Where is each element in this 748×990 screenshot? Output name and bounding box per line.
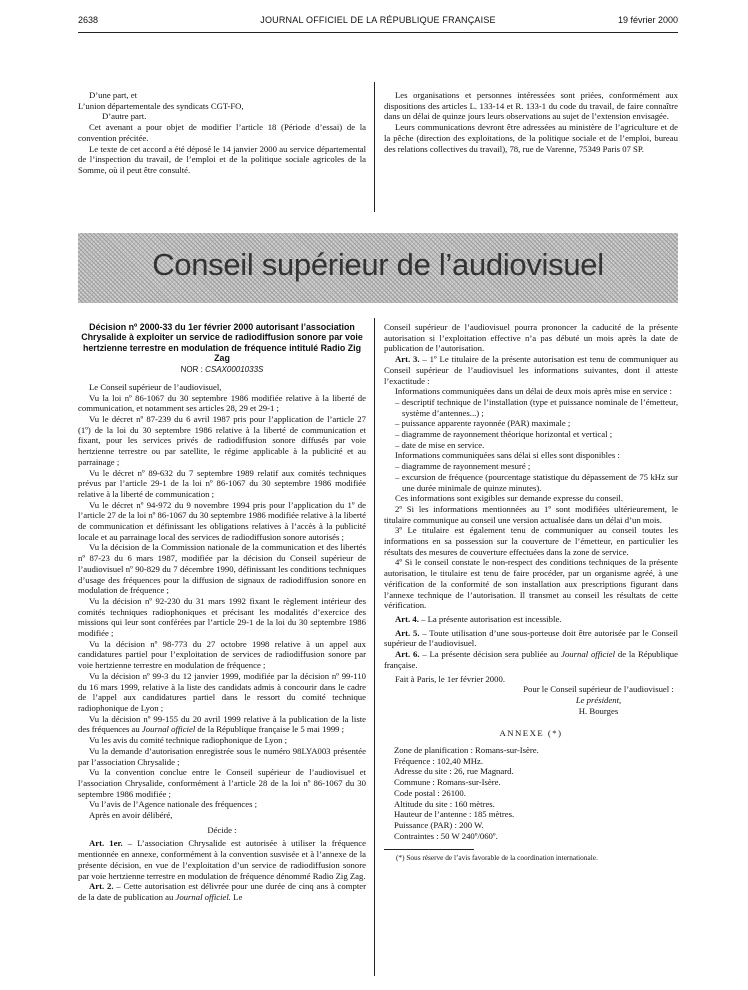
article-6 <box>384 649 678 670</box>
paragraph: Après en avoir délibéré, <box>89 810 173 821</box>
signature-role <box>384 695 678 706</box>
article-3 <box>384 354 678 386</box>
article-1 <box>78 838 366 881</box>
text: de la République française. <box>384 649 678 670</box>
paragraph: 4º Si le conseil constate le non-respect des conditions techniques de la présente autorisation, le titulaire est tenu de faire procéder, par un organisme agréé, à une vérification de la conformité de son installation aux prescriptions figurant dans l’annexe technique de l’autorisation. Il transmet au conseil les résultats de cette vérification. <box>384 557 678 611</box>
decision-title: Décision nº 2000-33 du 1er février 2000 autorisant l’association Chrysalide à exploiter un service de radiodiffusion sonore par voie hertzienne terrestre en modulation de fréquence intitulé Radio Zig Zag <box>81 322 363 363</box>
paragraph: 2º Si les informations mentionnées au 1º sont modifiées ultérieurement, le titulaire communique au conseil une version actualisée dans un délai d’un mois. <box>384 503 678 525</box>
right-main-column <box>384 322 678 864</box>
paragraph: Vu le décret nº 89-632 du 7 septembre 1989 relatif aux comités techniques prévus par l’article 29-1 de la loi nº 86-1067 du 30 septembre 1986 modifiée relative à la liberté de communication ; <box>78 467 366 499</box>
paragraph: Conseil supérieur de l’audiovisuel pourra prononcer la caducité de la présente autorisation si l’exploitation effective n’a pas débuté un mois après la date de publication de l’autorisation. <box>384 322 678 354</box>
list-item: – puissance apparente rayonnée (PAR) maximale ; <box>395 418 571 429</box>
paragraph: Vu la convention conclue entre le Conseil supérieur de l’audiovisuel et l’association Chrysalide, conformément à l’article 28 de la loi nº 86-1067 du 30 septembre 1986 modifiée ; <box>78 767 366 799</box>
footnote-rule <box>384 849 474 850</box>
list-item: – diagramme de rayonnement théorique horizontal et vertical ; <box>395 429 613 440</box>
nor-label: NOR : <box>180 365 203 375</box>
paragraph: 3º Le titulaire est également tenu de communiquer au conseil toutes les informations en sa possession sur la couverture de l’émetteur, en particulier les résultats des mesures de couverture effectuées dans la zone de service. <box>384 525 678 557</box>
article-4 <box>384 614 678 625</box>
header-rule <box>78 32 678 33</box>
text: – La présente autorisation est incessible. <box>418 613 562 624</box>
paragraph: D’autre part. <box>102 111 147 122</box>
journal-name: Journal officiel <box>141 724 196 735</box>
article-label: Art. 4. <box>395 613 419 624</box>
paragraph: L’union départementale des syndicats CGT-FO, <box>78 100 244 111</box>
paragraph: Informations communiquées sans délai si elles sont disponibles : <box>395 450 620 461</box>
article-label: Art. 2. <box>89 881 114 892</box>
paragraph: Vu le décret nº 94-972 du 9 novembre 1994 pris pour l’application du 1º de l’article 27 de la loi nº 86-1067 du 30 septembre 1986 modifiée relative à la liberté de communication et définissant les obligations relatives à l’accès à la publicité locale et au parrainage local des services de radiodiffusion sonore autorisés ; <box>78 499 366 542</box>
annexe-line: Zone de planification : Romans-sur-Isère. <box>394 745 539 756</box>
top-left-column <box>78 90 366 176</box>
list-item: – excursion de fréquence (pourcentage statistique du dépassement de 75 kHz sur une durée minimale de quinze minutes). <box>395 471 678 493</box>
paragraph: Vu l’avis de l’Agence nationale des fréquences ; <box>89 799 258 810</box>
article-label: Art. 6. <box>395 649 420 660</box>
section-banner <box>78 233 678 303</box>
annexe-title: ANNEXE (*) <box>499 728 563 739</box>
list-item: – descriptif technique de l’installation (type et puissance nominale de l’émetteur, système d’antennes...) ; <box>395 396 678 418</box>
footnote: (*) Sous réserve de l’avis favorable de la coordination internationale. <box>396 853 598 863</box>
article-label: Art. 3. <box>395 354 420 365</box>
journal-title: JOURNAL OFFICIEL DE LA RÉPUBLIQUE FRANÇAISE <box>260 15 496 25</box>
text: – Cette autorisation est délivrée pour une durée de cinq ans à compter de la date de publication au <box>78 881 366 902</box>
column-divider <box>374 318 375 976</box>
page-header <box>78 15 678 29</box>
nor-code: CSAX0001033S <box>205 365 264 375</box>
journal-name: Journal officiel. <box>175 891 231 902</box>
paragraph: Vu la loi nº 86-1067 du 30 septembre 1986 modifiée relative à la liberté de communication, et notamment ses articles 28, 29 et 29-1 ; <box>78 392 366 414</box>
paragraph: Cet avenant a pour objet de modifier l’article 18 (Période d’essai) de la convention précitée. <box>78 122 366 143</box>
paragraph: Vu la décision nº 99-3 du 12 janvier 1999, modifiée par la décision nº 99-110 du 16 mars 1999, relative à la liste des candidats admis à concourir dans le cadre de l’appel aux candidatures partiel dans le ressort du comité technique radiophonique de Lyon ; <box>78 670 366 713</box>
paragraph: Vu la demande d’autorisation enregistrée sous le numéro 98LYA003 présentée par l’association Chrysalide ; <box>78 745 366 767</box>
paragraph: Vu les avis du comité technique radiophonique de Lyon ; <box>89 735 288 746</box>
list-item: – date de mise en service. <box>395 439 485 450</box>
left-main-column <box>78 322 366 903</box>
list-item: – diagramme de rayonnement mesuré ; <box>395 461 531 472</box>
text: Le <box>230 891 243 902</box>
paragraph: Vu le décret nº 87-239 du 6 avril 1987 pris pour l’application de l’article 27 (1º) de la loi du 30 septembre 1986 relative à la liberté de communication et fixant, pour les services privés de radiodiffusion sonore diffusés par voie hertzienne terrestre ou par satellite, le régime applicable à la publicité et au parrainage ; <box>78 414 366 467</box>
text: – L’association Chrysalide est autorisée à utiliser la fréquence mentionnée en annexe, conformément à la convention susvisée et à l’annexe de la présente décision, en vue de l’exploitation d’un service de radiodiffusion sonore par voie hertzienne terrestre en modulation de fréquence dénommé Radio Zig Zag. <box>78 838 366 881</box>
annexe-line: Contraintes : 50 W 240º/060º. <box>394 830 498 841</box>
paragraph: Les organisations et personnes intéressées sont priées, conformément aux dispositions des articles L. 133-14 et R. 133-1 du code du travail, de faire connaître dans un délai de quinze jours leurs observations au sujet de l’extension envisagée. <box>384 90 678 122</box>
text: – 1º Le titulaire de la présente autorisation est tenu de communiquer au Conseil supérieur de l’audiovisuel les informations suivantes, dont il atteste l’exactitude : <box>384 354 678 386</box>
paragraph: Vu la décision nº 92-230 du 31 mars 1992 fixant le règlement intérieur des comités techniques radiophoniques et précisant les modalités d’exercice des missions qui leur sont conférées par l’article 29-1 de la loi du 30 septembre 1986 modifiée ; <box>78 595 366 639</box>
article-label: Art. 5. <box>395 627 420 638</box>
annexe-line: Fréquence : 102,40 MHz. <box>394 755 484 766</box>
paragraph: Leurs communications devront être adressées au ministère de l’agriculture et de la pêche (direction des exploitations, de la politique sociale et de l’emploi, bureau des relations collectives du travail), 78, rue de Varenne, 75349 Paris 07 SP. <box>384 122 678 154</box>
text: – La présente décision sera publiée au <box>419 649 562 660</box>
date-line: Fait à Paris, le 1er février 2000. <box>395 673 506 684</box>
annexe-line: Hauteur de l’antenne : 185 mètres. <box>394 809 515 820</box>
decide-heading: Décide : <box>207 824 237 835</box>
column-divider <box>374 82 375 212</box>
paragraph: Le texte de cet accord a été déposé le 14 janvier 2000 au service départemental de l’inspection du travail, de l’emploi et de la politique sociale agricoles de la Somme, où il peut être consulté. <box>78 143 366 175</box>
paragraph: Vu la décision nº 98-773 du 27 octobre 1998 relative à un appel aux candidatures partiel pour l’exploitation de services de radiodiffusion sonore par voie hertzienne terrestre en modulation de fréquence ; <box>78 638 366 671</box>
paragraph: Vu la décision de la Commission nationale de la communication et des libertés nº 87-23 du 6 mars 1987, modifiée par la décision du Conseil supérieur de l’audiovisuel nº 90-829 du 7 décembre 1990, définissant les conditions techniques d’usage des fréquences pour la diffusion de signaux de radiodiffusion sonore en modulation de fréquence ; <box>78 542 366 596</box>
journal-name: Journal officiel <box>561 649 616 660</box>
paragraph: Informations communiquées dans un délai de deux mois après mise en service : <box>395 386 672 397</box>
issue-date: 19 février 2000 <box>617 15 678 25</box>
article-2 <box>78 881 366 902</box>
annexe-line: Adresse du site : 26, rue Magnard. <box>394 766 514 777</box>
annexe-line: Altitude du site : 160 mètres. <box>394 798 495 809</box>
annexe-line: Code postal : 26100. <box>394 787 466 798</box>
paragraph: Ces informations sont exigibles sur demande expresse du conseil. <box>395 493 624 504</box>
annexe-line: Commune : Romans-sur-Isère. <box>394 777 501 788</box>
paragraph: Le Conseil supérieur de l’audiovisuel, <box>89 381 222 392</box>
text: Vu la décision nº 99-155 du 20 avril 1999 relative à la publication de la liste des fréquences au <box>78 713 366 735</box>
annexe-line: Puissance (PAR) : 200 W. <box>394 819 484 830</box>
top-right-column <box>384 90 678 154</box>
signature-for: Pour le Conseil supérieur de l’audiovisuel : <box>523 684 674 695</box>
role: Le président, <box>575 694 622 705</box>
nor-reference <box>78 365 366 376</box>
article-5 <box>384 628 678 649</box>
banner-title: Conseil supérieur de l’audiovisuel <box>152 247 604 282</box>
signature-name: H. Bourges <box>578 705 619 716</box>
paragraph: D’une part, et <box>89 90 138 100</box>
page-number: 2638 <box>78 15 99 25</box>
text: – Toute utilisation d’une sous-porteuse doit être autorisée par le Conseil supérieur de l’audiovisuel. <box>384 627 678 649</box>
paragraph <box>78 714 366 735</box>
article-label: Art. 1er. <box>89 838 123 849</box>
text: de la République française le 5 mai 1999 ; <box>195 724 345 735</box>
